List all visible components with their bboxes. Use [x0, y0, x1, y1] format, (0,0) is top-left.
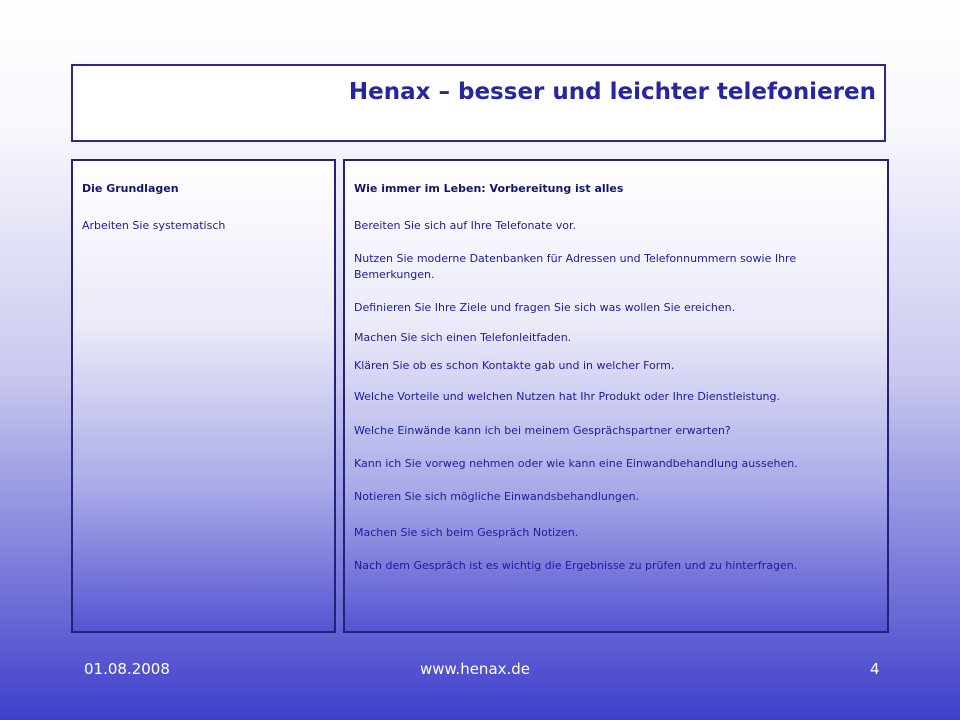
footer-page-number: 4	[870, 660, 880, 678]
list-item: Nutzen Sie moderne Datenbanken für Adressen und Telefonnummern sowie Ihre Bemerkungen.	[354, 252, 797, 281]
list-item: Definieren Sie Ihre Ziele und fragen Sie sich was wollen Sie ereichen.	[354, 301, 736, 314]
list-item: Nach dem Gespräch ist es wichtig die Ergebnisse zu prüfen und zu hinterfragen.	[354, 559, 798, 572]
list-item: Welche Vorteile und welchen Nutzen hat Ihr Produkt oder Ihre Dienstleistung.	[354, 390, 780, 403]
list-item: Bereiten Sie sich auf Ihre Telefonate vor.	[354, 219, 576, 232]
list-item: Klären Sie ob es schon Kontakte gab und in welcher Form.	[354, 359, 675, 372]
list-item: Machen Sie sich einen Telefonleitfaden.	[354, 331, 572, 344]
list-item: Machen Sie sich beim Gespräch Notizen.	[354, 526, 579, 539]
left-subheading: Arbeiten Sie systematisch	[82, 219, 226, 232]
list-item: Welche Einwände kann ich bei meinem Gesprächspartner erwarten?	[354, 424, 731, 437]
left-panel	[71, 159, 336, 633]
footer-date: 01.08.2008	[84, 660, 170, 678]
right-panel	[343, 159, 889, 633]
right-heading: Wie immer im Leben: Vorbereitung ist alles	[354, 182, 624, 195]
slide-title: Henax – besser und leichter telefonieren	[348, 79, 876, 105]
title-box	[71, 64, 886, 142]
left-heading: Die Grundlagen	[82, 182, 179, 195]
footer-url: www.henax.de	[420, 660, 531, 678]
list-item: Notieren Sie sich mögliche Einwandsbehandlungen.	[354, 490, 640, 503]
list-item: Kann ich Sie vorweg nehmen oder wie kann eine Einwandbehandlung aussehen.	[354, 457, 798, 470]
